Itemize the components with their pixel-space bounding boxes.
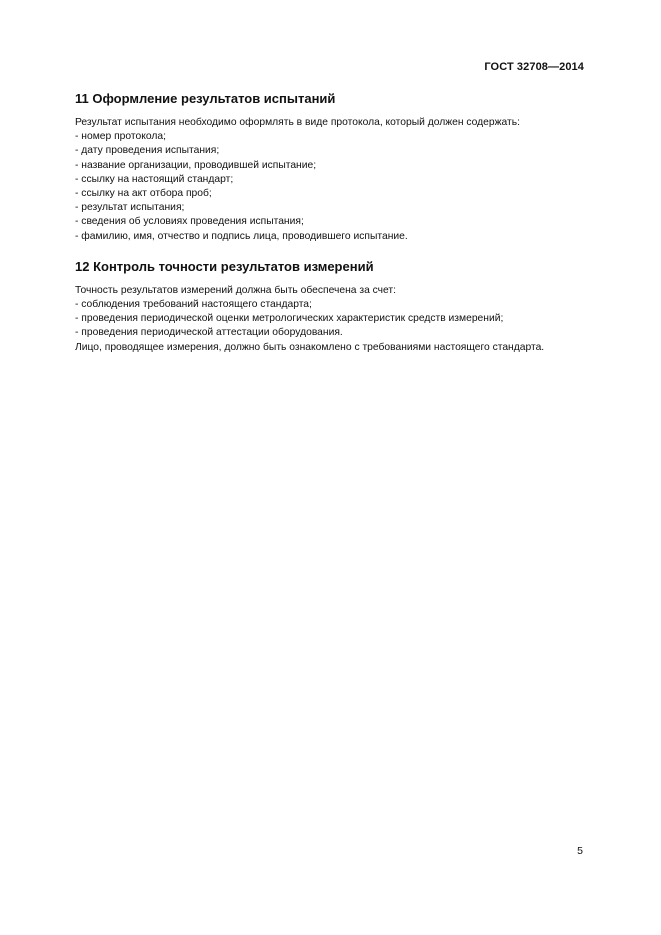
standard-designation: ГОСТ 32708—2014	[484, 61, 584, 73]
list-item: - фамилию, имя, отчество и подпись лица, проводившего испытание.	[75, 230, 587, 244]
section-title: 12 Контроль точности результатов измерений	[75, 258, 374, 274]
page-number: 5	[577, 845, 583, 857]
section-title: 11 Оформление результатов испытаний	[75, 91, 336, 106]
list-item: - ссылку на настоящий стандарт;	[75, 173, 587, 187]
protocol-contents-list	[75, 130, 587, 244]
list-item: - результат испытания;	[75, 201, 587, 215]
list-item: - соблюдения требований настоящего стандарта;	[75, 298, 587, 312]
section-closing-text: Лицо, проводящее измерения, должно быть ознакомлено с требованиями настоящего стандарта.	[75, 341, 545, 353]
section-11-results-formatting	[75, 90, 587, 244]
section-lead-text: Точность результатов измерений должна быть обеспечена за счет:	[75, 284, 397, 296]
page-content	[75, 90, 587, 369]
list-item: - сведения об условиях проведения испытания;	[75, 215, 587, 229]
list-item: - проведения периодической оценки метрологических характеристик средств измерений;	[75, 312, 587, 326]
list-item: - дату проведения испытания;	[75, 144, 587, 158]
accuracy-measures-list	[75, 298, 587, 341]
section-lead-text: Результат испытания необходимо оформлять в виде протокола, который должен содержать:	[75, 117, 520, 128]
list-item: - номер протокола;	[75, 130, 587, 144]
list-item: - ссылку на акт отбора проб;	[75, 187, 587, 201]
list-item: - проведения периодической аттестации оборудования.	[75, 326, 587, 340]
list-item: - название организации, проводившей испытание;	[75, 159, 587, 173]
section-12-accuracy-control	[75, 258, 587, 355]
